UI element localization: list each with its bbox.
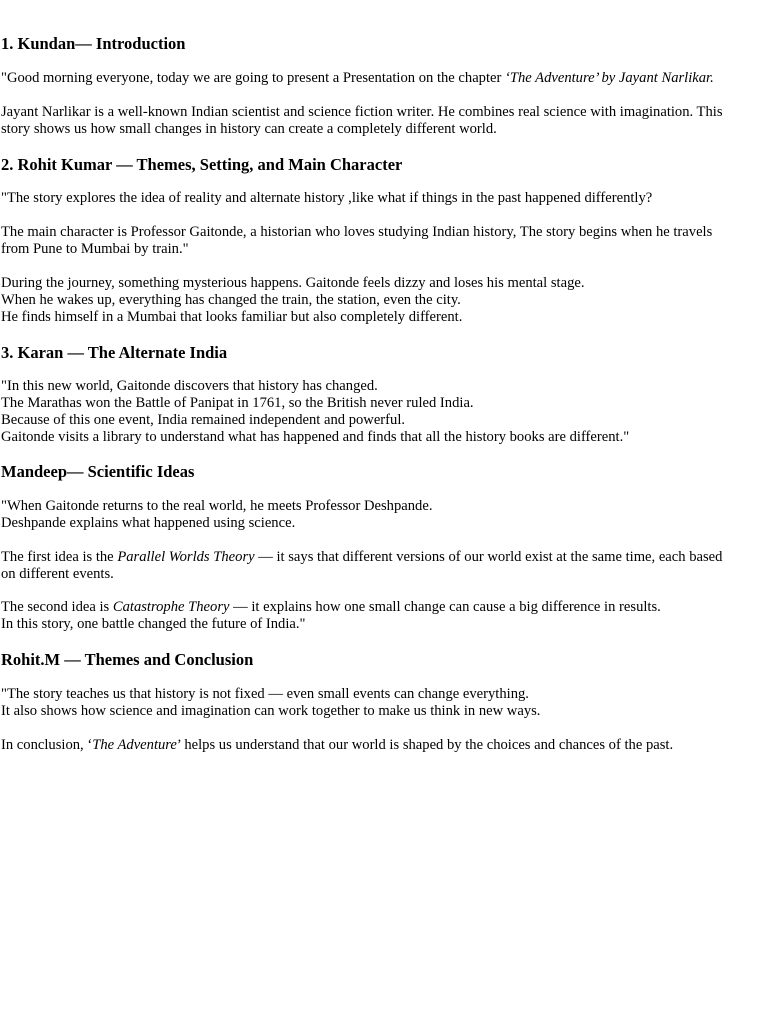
paragraph	[0, 549, 768, 583]
section-heading: Rohit.M — Themes and Conclusion	[1, 650, 254, 669]
text-line: During the journey, something mysterious happens. Gaitonde feels dizzy and loses his mental stage.	[1, 275, 585, 291]
text-line: story shows us how small changes in history can create a completely different world.	[1, 121, 497, 137]
text-line: He finds himself in a Mumbai that looks familiar but also completely different.	[1, 309, 463, 325]
text-line: The Marathas won the Battle of Panipat in 1761, so the British never ruled India.	[1, 395, 474, 411]
paragraph	[0, 686, 768, 720]
text-line: "When Gaitonde returns to the real world, he meets Professor Deshpande.	[1, 498, 433, 514]
text-line: "The story explores the idea of reality and alternate history ,like what if things in the past happened differently?	[1, 190, 653, 206]
section-heading: 1. Kundan— Introduction	[1, 34, 186, 53]
text-line: on different events.	[1, 566, 114, 582]
text-line: When he wakes up, everything has changed the train, the station, even the city.	[1, 292, 461, 308]
paragraph	[0, 378, 768, 446]
text-line: It also shows how science and imagination can work together to make us think in new ways.	[1, 703, 541, 719]
text-line: Gaitonde visits a library to understand what has happened and finds that all the history books are different."	[1, 429, 630, 445]
paragraph	[0, 498, 768, 532]
text-line: Deshpande explains what happened using science.	[1, 515, 296, 531]
text-line: The first idea is the Parallel Worlds Theory — it says that different versions of our world exist at the same time, each based	[1, 549, 723, 565]
paragraph	[0, 275, 768, 326]
paragraph	[0, 190, 768, 207]
section-heading: Mandeep— Scientific Ideas	[1, 462, 195, 481]
text-line: The main character is Professor Gaitonde, a historian who loves studying Indian history, The story begins when he travels	[1, 224, 713, 240]
text-line: Because of this one event, India remained independent and powerful.	[1, 412, 406, 428]
text-line: "In this new world, Gaitonde discovers that history has changed.	[1, 378, 378, 394]
paragraph	[0, 599, 768, 633]
paragraph	[0, 70, 768, 87]
text-line: from Pune to Mumbai by train."	[1, 241, 189, 257]
text-line: The second idea is Catastrophe Theory — it explains how one small change can cause a big difference in results.	[1, 599, 661, 615]
text-line: In this story, one battle changed the future of India."	[1, 616, 306, 632]
text-line: In conclusion, ‘The Adventure’ helps us understand that our world is shaped by the choices and chances of the past.	[1, 737, 674, 753]
paragraph	[0, 104, 768, 138]
paragraph	[0, 737, 768, 754]
paragraph	[0, 224, 768, 258]
text-line: Jayant Narlikar is a well-known Indian scientist and science fiction writer. He combines real science with imagination. This	[1, 104, 723, 120]
text-line: "Good morning everyone, today we are going to present a Presentation on the chapter ‘The Adventure’ by Jayant Narlikar.	[1, 70, 714, 86]
section-heading: 2. Rohit Kumar — Themes, Setting, and Main Character	[1, 155, 403, 174]
text-line: "The story teaches us that history is not fixed — even small events can change everything.	[1, 686, 529, 702]
section-heading: 3. Karan — The Alternate India	[1, 343, 228, 362]
